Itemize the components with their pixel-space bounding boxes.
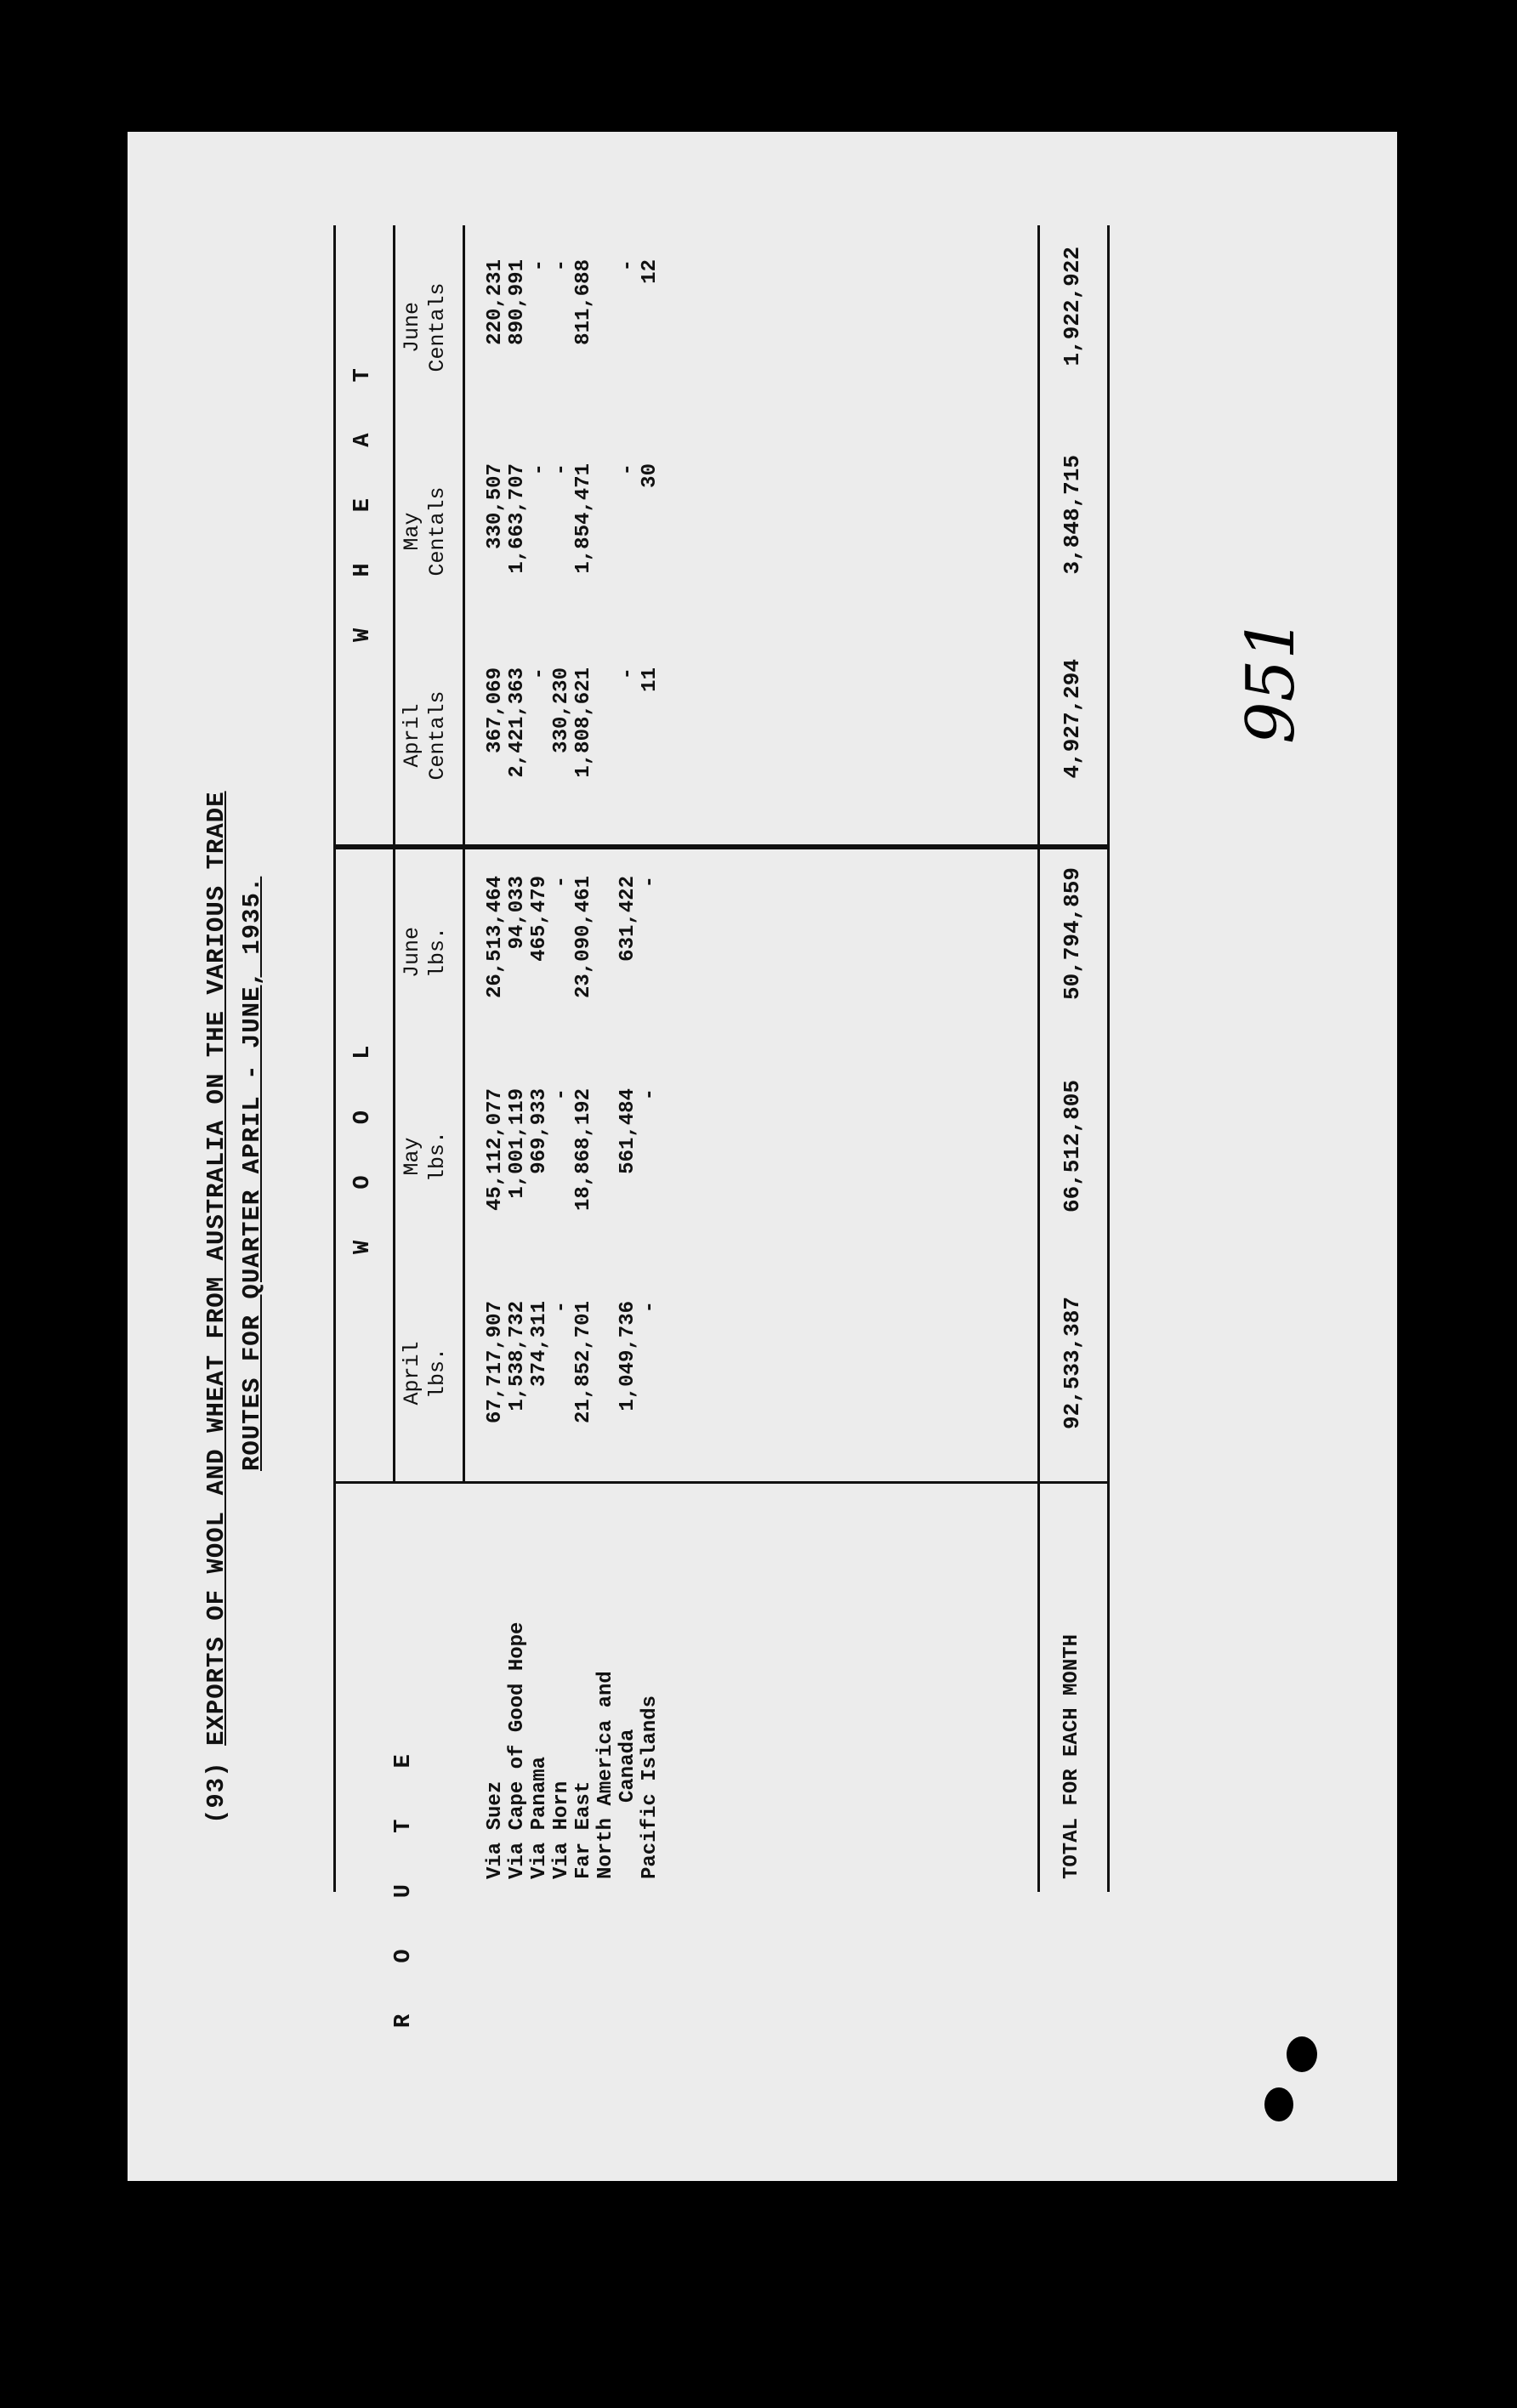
wool-header: W O O L (350, 1026, 376, 1254)
table-cell: - (616, 667, 639, 680)
table-cell: - (550, 259, 573, 272)
table-cell: 2,421,363 (506, 667, 529, 778)
table-cell: 11 (639, 667, 662, 692)
route-column-divider (333, 1481, 1107, 1484)
total-wool-may: 66,512,805 (1060, 1080, 1085, 1213)
document-title-line-1 (202, 791, 230, 1824)
handwritten-folio-number: 951 (1233, 617, 1310, 744)
table-cell: - (550, 1301, 573, 1314)
total-label: TOTAL FOR EACH MONTH (1060, 1633, 1083, 1879)
title-text-2: ROUTES FOR QUARTER APRIL - JUNE, 1935. (238, 876, 266, 1471)
table-cell: 890,991 (506, 259, 529, 345)
table-cell: - (528, 463, 551, 476)
column-wool-april (485, 1301, 662, 1475)
route-name: Far East (572, 1780, 595, 1879)
table-cell (595, 1301, 617, 1475)
column-header-wheat-june (400, 230, 451, 425)
unit-label: lbs. (425, 1131, 450, 1183)
unit-label: Centals (425, 486, 450, 576)
month-label: May (400, 1137, 424, 1176)
table-cell: 465,479 (528, 876, 551, 962)
table-cell: 1,001,119 (506, 1088, 529, 1199)
table-cell: 30 (639, 463, 662, 488)
month-header-rule (393, 225, 395, 1484)
route-name: Via Horn (550, 1780, 573, 1879)
route-name: Via Cape of Good Hope (506, 1621, 529, 1879)
route-name: Canada (616, 1729, 639, 1803)
table-cell (595, 876, 617, 1054)
punch-hole-mark (1287, 2036, 1317, 2072)
table-cell: - (616, 259, 639, 272)
route-name: Via Panama (528, 1756, 551, 1879)
table-cell (595, 259, 617, 425)
table-cell: 969,933 (528, 1088, 551, 1174)
route-list (485, 1622, 662, 1879)
unit-label: Centals (425, 690, 450, 781)
table-cell: 26,513,464 (484, 876, 507, 999)
total-wheat-june: 1,922,922 (1060, 247, 1085, 366)
table-cell: - (528, 667, 551, 680)
total-wool-april: 92,533,387 (1060, 1297, 1085, 1430)
table-cell: - (550, 463, 573, 476)
table-cell: 631,422 (616, 876, 639, 962)
column-wheat-april (485, 667, 662, 838)
table-cell: - (528, 259, 551, 272)
document-title-line-2 (238, 877, 266, 1471)
month-label: May (400, 512, 424, 551)
month-header-bottom-rule (463, 225, 465, 1484)
table-cell: 21,852,701 (572, 1301, 595, 1424)
column-header-wheat-april (400, 633, 451, 838)
table-cell: - (639, 1088, 662, 1101)
table-cell: 18,868,192 (572, 1088, 595, 1212)
table-cell (595, 1088, 617, 1258)
table-cell: 811,688 (572, 259, 595, 345)
table-cell: 1,854,471 (572, 463, 595, 574)
unit-label: lbs. (425, 927, 450, 979)
rotated-table-sheet (128, 132, 1397, 2181)
document-page (128, 132, 1397, 2181)
route-header: R O U T E (391, 1735, 417, 2028)
table-cell: 94,033 (506, 876, 529, 950)
table-bottom-border (1107, 225, 1110, 1892)
table-cell: 1,663,707 (506, 463, 529, 574)
month-label: June (400, 927, 424, 979)
punch-hole-mark (1264, 2087, 1293, 2121)
table-cell: - (639, 876, 662, 889)
table-top-border (333, 225, 336, 1892)
table-cell: 561,484 (616, 1088, 639, 1174)
table-cell: 220,231 (484, 259, 507, 345)
table-cell: 1,538,732 (506, 1301, 529, 1411)
column-header-wool-april (400, 1271, 451, 1475)
unit-label: Centals (425, 282, 450, 372)
unit-label: lbs. (425, 1348, 450, 1400)
table-cell (595, 463, 617, 633)
table-cell: 67,717,907 (484, 1301, 507, 1424)
column-header-wheat-may (400, 429, 451, 633)
wheat-header: W H E A T (350, 349, 376, 642)
total-wool-june: 50,794,859 (1060, 867, 1085, 1001)
table-cell: - (616, 463, 639, 476)
table-cell (595, 667, 617, 838)
table-cell: 1,808,621 (572, 667, 595, 778)
column-wheat-june (485, 259, 662, 425)
column-wool-june (485, 876, 662, 1054)
table-cell: 367,069 (484, 667, 507, 753)
table-cell: - (550, 1088, 573, 1101)
route-name: North America and (594, 1671, 617, 1879)
table-cell: 23,090,461 (572, 876, 595, 999)
table-cell: - (550, 876, 573, 889)
month-label: April (400, 1341, 424, 1406)
title-text-1: EXPORTS OF WOOL AND WHEAT FROM AUSTRALIA ON THE VARIOUS TRADE (202, 791, 230, 1746)
table-cell: 330,507 (484, 463, 507, 549)
month-label: April (400, 703, 424, 768)
column-header-wool-may (400, 1054, 451, 1258)
table-cell: 45,112,077 (484, 1088, 507, 1212)
total-wheat-april: 4,927,294 (1060, 659, 1085, 779)
route-name: Pacific Islands (639, 1695, 662, 1879)
totals-top-border (1037, 225, 1040, 1892)
column-wool-may (485, 1088, 662, 1258)
table-cell: 12 (639, 259, 662, 284)
wool-wheat-divider (333, 844, 1107, 849)
column-header-wool-june (400, 850, 451, 1054)
page-number: (93) (202, 1761, 230, 1824)
route-name: Via Suez (484, 1780, 507, 1879)
table-cell: 374,311 (528, 1301, 551, 1387)
table-cell: 1,049,736 (616, 1301, 639, 1411)
table-cell: - (639, 1301, 662, 1314)
total-wheat-may: 3,848,715 (1060, 455, 1085, 575)
table-cell: 330,230 (550, 667, 573, 753)
month-label: June (400, 302, 424, 354)
column-wheat-may (485, 463, 662, 633)
